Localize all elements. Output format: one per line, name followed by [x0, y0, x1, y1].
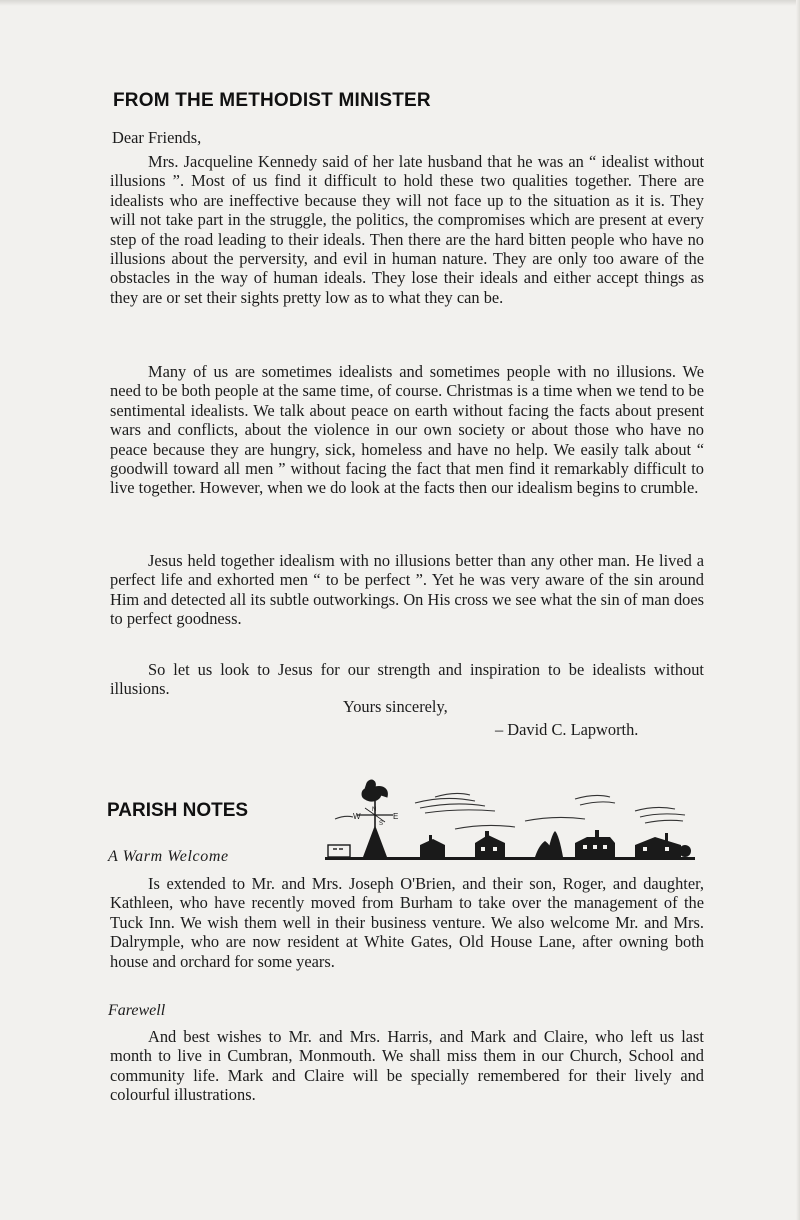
letter-paragraph-text: Mrs. Jacqueline Kennedy said of her late husband that he was an “ idealist without illusions ”. Most of us find it difficult to hold these two qualities together. There are idealists who are ineffective because they will not face up to the situation as it is. They will not take part in the struggle, the politics, the compromises which are present at every step of the road leading to their ideals. Then there are the hard bitten people who have no illusions about the perversity, and evil in human nature. They are only too aware of the obstacles in the way of human ideals. They lose their ideals and either accept things as they are or set their sights pretty low as to what they can be. — [110, 152, 704, 307]
parish-notes-heading: PARISH NOTES — [107, 800, 249, 821]
letter-signature: – David C. Lapworth. — [495, 720, 639, 739]
page-top-edge — [0, 0, 800, 6]
welcome-paragraph — [110, 874, 704, 971]
letter-paragraph-3 — [110, 551, 704, 629]
letter-closing: Yours sincerely, — [343, 697, 448, 716]
letter-paragraph-text: Many of us are sometimes idealists and sometimes people with no illusions. We need to be both people at the same time, of course. Christmas is a time when we tend to be sentimental idealists. We talk about peace on earth without facing the facts about present wars and conflicts, about the violence in our own society or about those who have no peace because they are hungry, sick, homeless and have no help. We easily talk about “ goodwill toward all men ” without facing the fact that men find it remarkably difficult to live together. However, when we do look at the facts then our idealism begins to crumble. — [110, 362, 705, 498]
weathervane-icon — [353, 780, 398, 857]
letter-paragraph-text: Jesus held together idealism with no illusions better than any other man. He lived a perfect life and exhorted men “ to be perfect ”. Yet he was very aware of the sin around Him and detected all its subtle outworkings. On His cross we see what the sin of man does to perfect goodness. — [110, 551, 704, 629]
letter-paragraph-4 — [110, 660, 704, 699]
page-right-edge — [796, 0, 800, 1220]
farewell-paragraph — [110, 1027, 704, 1105]
letter-salutation: Dear Friends, — [112, 128, 202, 147]
farewell-paragraph-text: And best wishes to Mr. and Mrs. Harris, and Mark and Claire, who left us last month to live in Cumbran, Monmouth. We shall miss them in our Church, School and community life. Mark and Claire will be specially remembered for their lively and colourful illustrations. — [110, 1027, 704, 1105]
letter-paragraph-text: So let us look to Jesus for our strength and inspiration to be idealists without illusions. — [110, 660, 704, 699]
svg-text:N: N — [372, 807, 377, 813]
letter-paragraph-2 — [110, 362, 704, 498]
svg-text:W: W — [353, 812, 361, 821]
welcome-subheading: A Warm Welcome — [108, 848, 229, 865]
letter-paragraph-1 — [110, 152, 704, 307]
wind-streaks — [335, 793, 685, 829]
welcome-paragraph-text: Is extended to Mr. and Mrs. Joseph O'Brien, and their son, Roger, and daughter, Kathleen, who have recently moved from Burham to take over the management of the Tuck Inn. We wish them well in their business venture. We also welcome Mr. and Mrs. Dalrymple, who are now resident at White Gates, Old House Lane, after owning both house and orchard for some years. — [110, 874, 704, 971]
minister-letter-heading: FROM THE METHODIST MINISTER — [113, 90, 431, 111]
village-weathervane-illustration — [325, 775, 695, 861]
shed-icon — [328, 845, 350, 857]
svg-text:S: S — [379, 821, 384, 827]
svg-text:E: E — [393, 812, 399, 821]
farewell-subheading: Farewell — [108, 1002, 166, 1019]
